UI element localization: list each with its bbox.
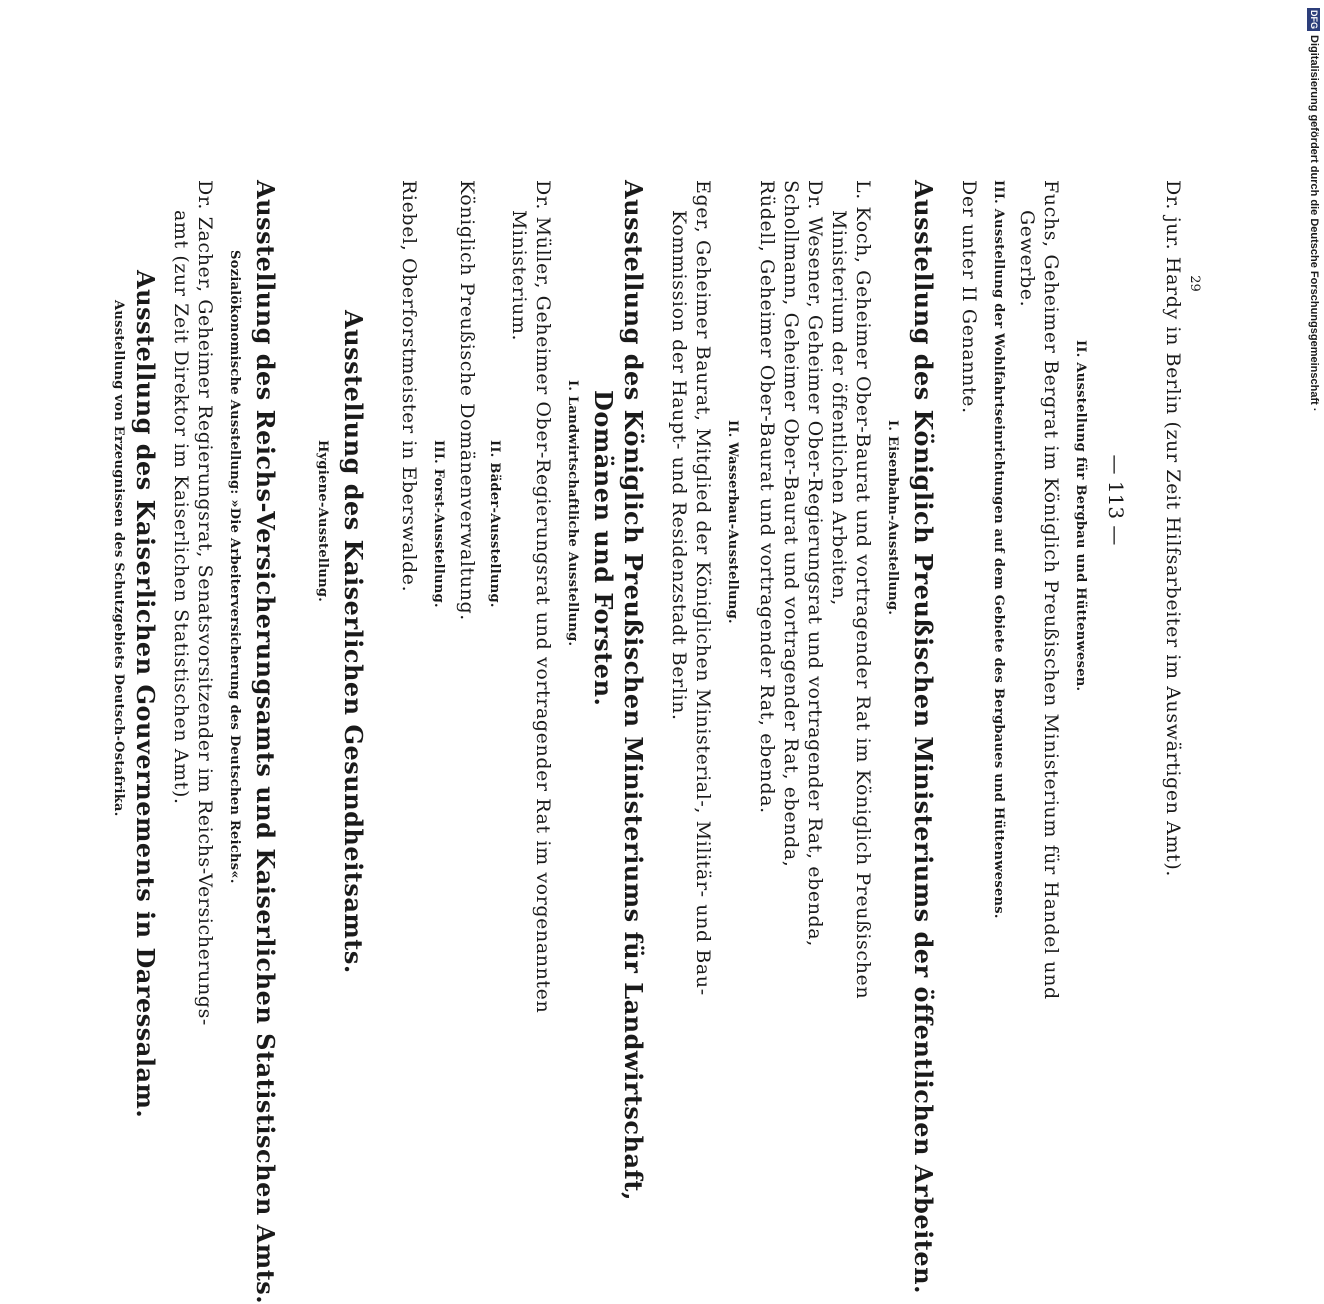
entry-text: amt (zur Zeit Direktor im Kaiserlichen Statistischen Amt). — [170, 210, 192, 805]
entry-text: L. Koch, Geheimer Ober-Baurat und vortragender Rat im Königlich Preußischen — [852, 180, 874, 1000]
entry-text: Kommission der Haupt- und Residenzstadt Berlin. — [668, 210, 690, 721]
entry-text: Der unter II Genannte. — [958, 180, 980, 414]
section-subheading: III. Forst-Ausstellung. — [431, 440, 446, 608]
page-number: — 113 — — [1104, 454, 1128, 546]
section-heading: Ausstellung des Reichs-Versicherungsamts und Kaiserlichen Statistischen Amts. — [251, 180, 280, 1304]
section-heading: Ausstellung des Königlich Preußischen Ministeriums der öffentlichen Arbeiten. — [909, 180, 938, 1294]
section-heading: Ausstellung des Kaiserlichen Gouvernements in Daressalam. — [131, 270, 160, 1119]
entry-text: Königlich Preußische Domänenverwaltung. — [456, 180, 478, 621]
entry-text: Riebel, Oberforstmeister in Eberswalde. — [398, 180, 420, 593]
section-heading: Ausstellung des Königlich Preußischen Ministeriums für Landwirtschaft, — [619, 180, 648, 1201]
section-subheading: II. Ausstellung für Bergbau und Hüttenwesen. — [1073, 340, 1088, 692]
entry-text: Ministerium. — [508, 210, 530, 342]
section-subheading: II. Bäder-Ausstellung. — [487, 440, 502, 608]
section-heading: Domänen und Forsten. — [589, 390, 618, 707]
entry-text: Dr. Müller, Geheimer Ober-Regierungsrat und vortragender Rat im vorgenannten — [532, 180, 554, 1014]
entry-text: Ministerium der öffentlichen Arbeiten, — [828, 210, 850, 606]
entry-text: Schollmann, Geheimer Ober-Baurat und vortragender Rat, ebenda, — [780, 180, 802, 868]
rotated-text-block — [100, 0, 1200, 1304]
entry-text: Dr. Wesener, Geheimer Ober-Regierungsrat und vortragender Rat, ebenda, — [804, 180, 826, 947]
footer-note — [1306, 8, 1322, 412]
section-subheading: Sozialökonomische Ausstellung: »Die Arbeiterversicherung des Deutschen Reichs«. — [227, 250, 242, 884]
section-heading: Ausstellung des Kaiserlichen Gesundheitsamts. — [339, 310, 368, 974]
entry-text: Eger, Geheimer Baurat, Mitglied der Königlichen Ministerial-, Militär- und Bau- — [692, 180, 714, 996]
entry-text: Gewerbe. — [1016, 210, 1038, 308]
entry-text: Dr. Zacher, Geheimer Regierungsrat, Senatsvorsitzender im Reichs-Versicherungs- — [194, 180, 216, 1026]
funding-note: Digitalisierung gefördert durch die Deutsche Forschungsgemeinschaft · — [1308, 35, 1320, 412]
section-subheading: I. Landwirtschaftliche Ausstellung. — [565, 380, 580, 647]
entry-text: Dr. jur. Hardy in Berlin (zur Zeit Hilfsarbeiter im Auswärtigen Amt). — [1162, 180, 1184, 878]
entry-text: Rüdell, Geheimer Ober-Baurat und vortragender Rat, ebenda. — [756, 180, 778, 814]
dfg-logo: DFG — [1309, 10, 1320, 29]
section-subheading: Hygiene-Ausstellung. — [315, 440, 330, 603]
section-subheading: I. Eisenbahn-Ausstellung. — [885, 420, 900, 616]
section-subheading: III. Ausstellung der Wohlfahrtseinrichtungen auf dem Gebiete des Bergbaues und Hüttenwesens. — [991, 180, 1006, 919]
document-page — [100, 0, 1200, 1304]
entry-text: Fuchs, Geheimer Bergrat im Königlich Preußischen Ministerium für Handel und — [1040, 180, 1062, 1000]
last-entry-wrapper — [1160, 180, 1184, 878]
section-subheading: II. Wasserbau-Ausstellung. — [725, 420, 740, 624]
signature-mark: 29 — [1186, 275, 1202, 292]
section-subheading: Ausstellung von Erzeugnissen des Schutzgebiets Deutsch-Ostafrika. — [111, 300, 126, 817]
